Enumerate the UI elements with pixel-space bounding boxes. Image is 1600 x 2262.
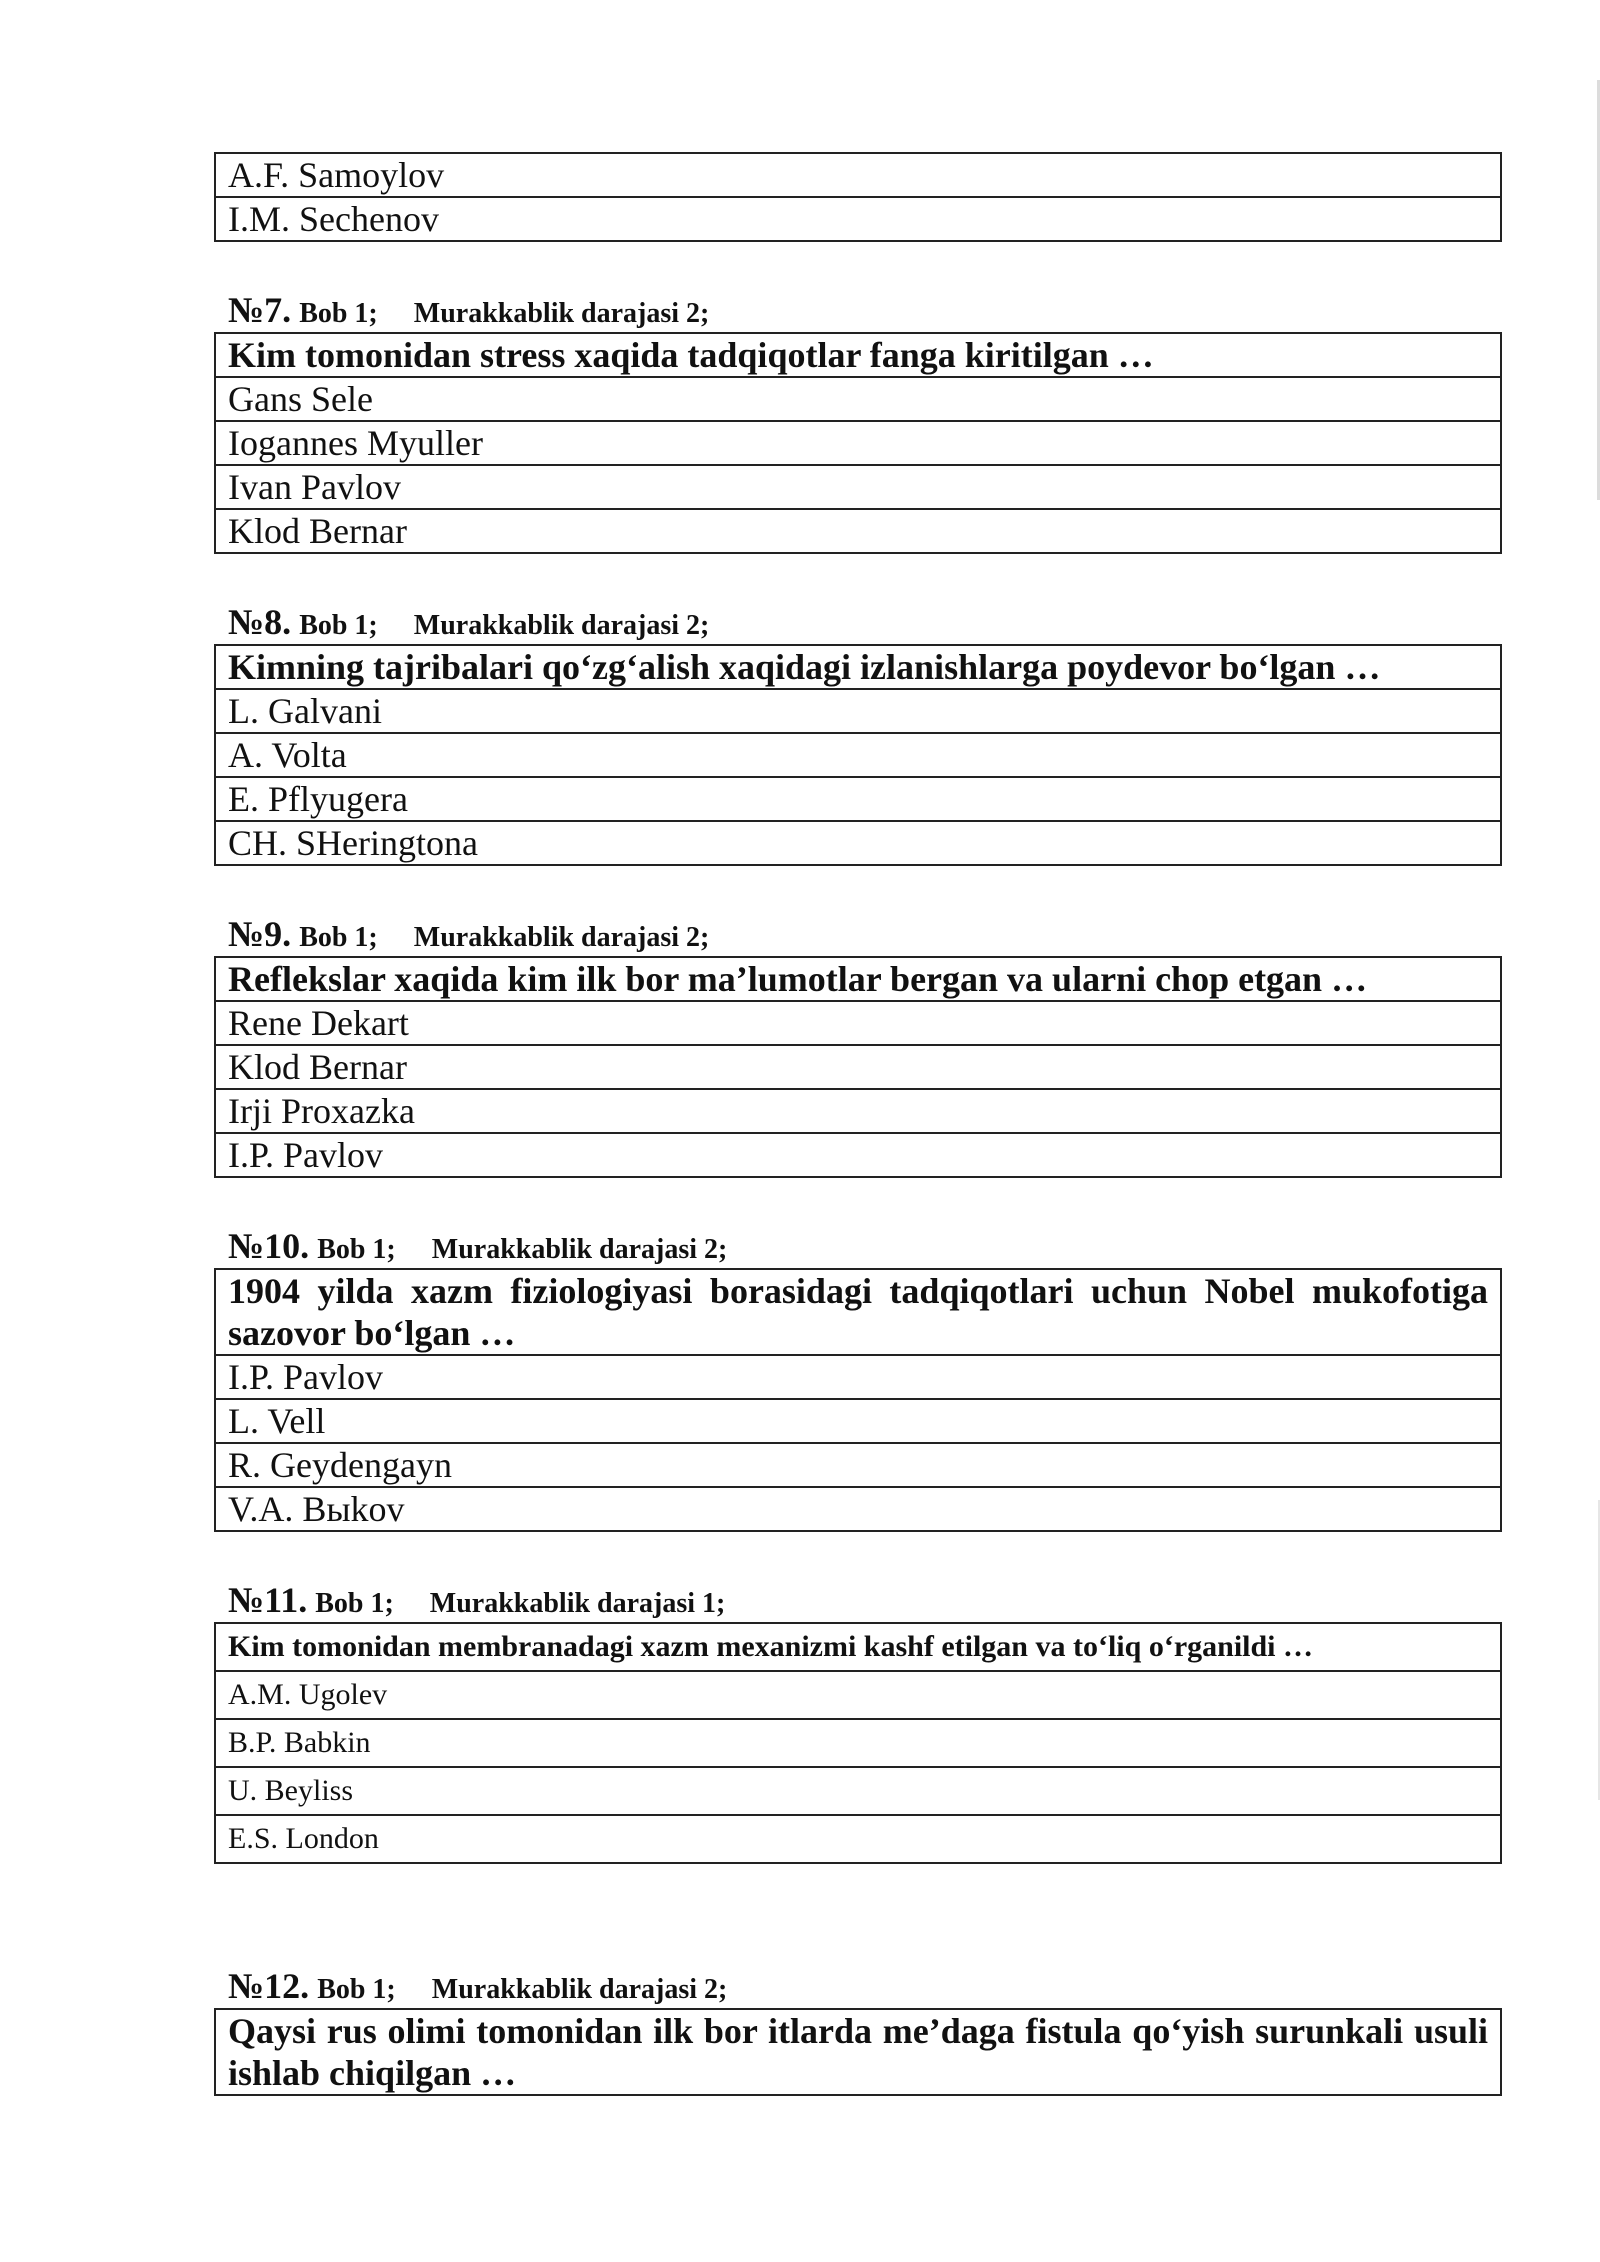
answer-option: A.F. Samoylov — [215, 153, 1501, 197]
question-text: Qaysi rus olimi tomonidan ilk bor itlarda me’daga fistula qo‘yish surunkali usuli ishlab chiqilgan … — [215, 2009, 1501, 2095]
table-row — [215, 821, 1501, 865]
chapter-label: Bob 1; — [315, 1588, 394, 1619]
answer-option: I.P. Pavlov — [215, 1133, 1501, 1177]
answer-option: A.M. Ugolev — [215, 1671, 1501, 1719]
answer-option: E. Pflyugera — [215, 777, 1501, 821]
difficulty-label: Murakkablik darajasi 2; — [413, 922, 710, 953]
answer-option: Rene Dekart — [215, 1001, 1501, 1045]
difficulty-label: Murakkablik darajasi 2; — [413, 298, 710, 329]
table-row — [215, 421, 1501, 465]
question-text: Kim tomonidan membranadagi xazm mexanizmi kashf etilgan va to‘liq o‘rganildi … — [215, 1623, 1501, 1671]
answer-option: R. Geydengayn — [215, 1443, 1501, 1487]
answer-option: L. Vell — [215, 1399, 1501, 1443]
table-row — [215, 377, 1501, 421]
answer-option: L. Galvani — [215, 689, 1501, 733]
difficulty-label: Murakkablik darajasi 1; — [429, 1588, 726, 1619]
question-table — [214, 332, 1502, 554]
table-row — [215, 2009, 1501, 2095]
table-row — [215, 1719, 1501, 1767]
chapter-label: Bob 1; — [317, 1234, 396, 1265]
answer-option: Irji Proxazka — [215, 1089, 1501, 1133]
answer-option: V.A. Выkov — [215, 1487, 1501, 1531]
table-row — [215, 1355, 1501, 1399]
table-row — [215, 1767, 1501, 1815]
question-number: №8. — [228, 602, 292, 642]
question-number: №7. — [228, 290, 292, 330]
table-row — [215, 957, 1501, 1001]
answer-option: E.S. London — [215, 1815, 1501, 1863]
table-row — [215, 465, 1501, 509]
question-header — [214, 288, 1502, 332]
answer-option: U. Beyliss — [215, 1767, 1501, 1815]
question-header — [214, 1578, 1502, 1622]
table-row — [215, 1045, 1501, 1089]
prev-answers-table — [214, 152, 1502, 242]
table-row — [215, 689, 1501, 733]
question-text: 1904 yilda xazm fiziologiyasi borasidagi tadqiqotlari uchun Nobel mukofotiga sazovor bo‘lgan … — [215, 1269, 1501, 1355]
question-number: №10. — [228, 1226, 310, 1266]
answer-option: A. Volta — [215, 733, 1501, 777]
question-header — [214, 912, 1502, 956]
table-row — [215, 1269, 1501, 1355]
table-row — [215, 1089, 1501, 1133]
table-row — [215, 645, 1501, 689]
difficulty-label: Murakkablik darajasi 2; — [431, 1234, 728, 1265]
table-row — [215, 509, 1501, 553]
chapter-label: Bob 1; — [299, 610, 378, 641]
question-header — [214, 600, 1502, 644]
question-number: №9. — [228, 914, 292, 954]
document-page — [214, 152, 1502, 2096]
chapter-label: Bob 1; — [299, 922, 378, 953]
table-row — [215, 1001, 1501, 1045]
answer-option: Klod Bernar — [215, 1045, 1501, 1089]
table-row — [215, 1671, 1501, 1719]
chapter-label: Bob 1; — [299, 298, 378, 329]
table-row — [215, 1815, 1501, 1863]
answer-option: I.M. Sechenov — [215, 197, 1501, 241]
question-header — [214, 1964, 1502, 2008]
question-table — [214, 644, 1502, 866]
table-row — [215, 1399, 1501, 1443]
answer-option: Iogannes Myuller — [215, 421, 1501, 465]
question-text: Kim tomonidan stress xaqida tadqiqotlar fanga kiritilgan … — [215, 333, 1501, 377]
answer-option: Gans Sele — [215, 377, 1501, 421]
table-row — [215, 1133, 1501, 1177]
question-table — [214, 1268, 1502, 1532]
question-number: №11. — [228, 1580, 308, 1620]
table-row — [215, 733, 1501, 777]
question-text: Kimning tajribalari qo‘zg‘alish xaqidagi izlanishlarga poydevor bo‘lgan … — [215, 645, 1501, 689]
table-row — [215, 197, 1501, 241]
difficulty-label: Murakkablik darajasi 2; — [413, 610, 710, 641]
answer-option: B.P. Babkin — [215, 1719, 1501, 1767]
question-table — [214, 1622, 1502, 1864]
table-row — [215, 153, 1501, 197]
difficulty-label: Murakkablik darajasi 2; — [431, 1974, 728, 2005]
question-header — [214, 1224, 1502, 1268]
table-row — [215, 1443, 1501, 1487]
table-row — [215, 1487, 1501, 1531]
table-row — [215, 777, 1501, 821]
question-number: №12. — [228, 1966, 310, 2006]
table-row — [215, 333, 1501, 377]
chapter-label: Bob 1; — [317, 1974, 396, 2005]
answer-option: Ivan Pavlov — [215, 465, 1501, 509]
table-row — [215, 1623, 1501, 1671]
question-table — [214, 2008, 1502, 2096]
answer-option: Klod Bernar — [215, 509, 1501, 553]
answer-option: CH. SHeringtona — [215, 821, 1501, 865]
question-table — [214, 956, 1502, 1178]
question-text: Reflekslar xaqida kim ilk bor ma’lumotlar bergan va ularni chop etgan … — [215, 957, 1501, 1001]
answer-option: I.P. Pavlov — [215, 1355, 1501, 1399]
